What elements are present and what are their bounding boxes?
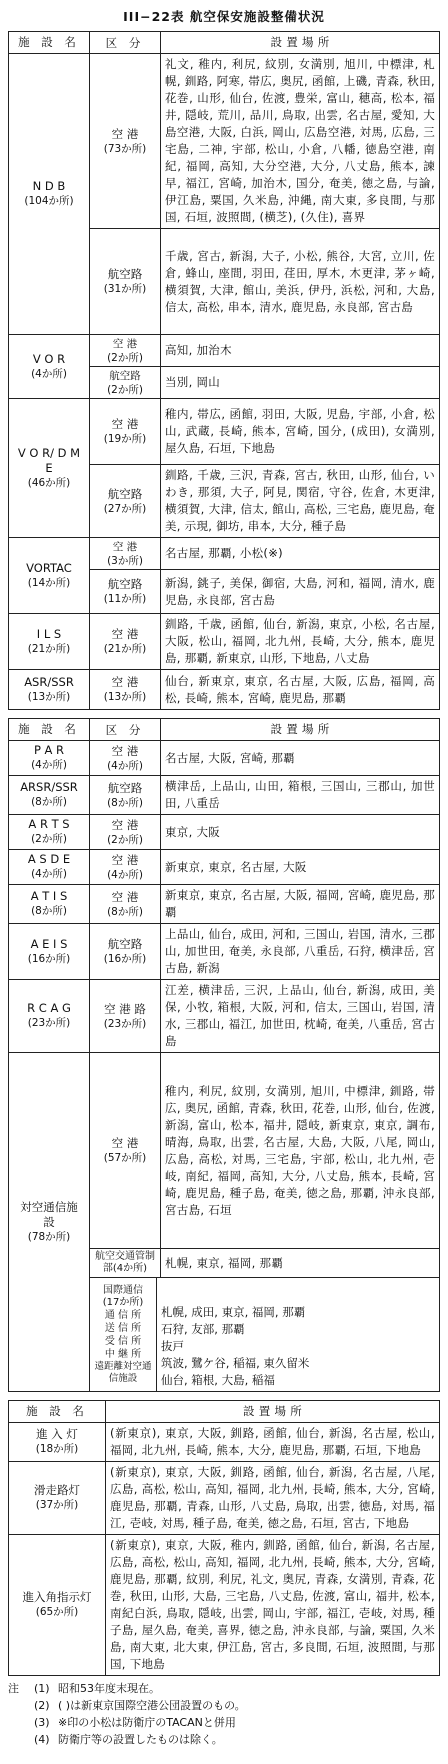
facility-count: (4か所) [31, 367, 67, 380]
table-row [9, 1053, 440, 1249]
place-cell: 上品山, 仙台, 成田, 河和, 三国山, 岩国, 清水, 三郡山, 加世田, 奄美, 永良部, 八重岳, 石狩, 横津岳, 宮古島, 新潟 [161, 924, 440, 980]
kubun-label: 空 港 [111, 627, 139, 641]
facility-name-cell [9, 850, 90, 885]
kubun-count: (23か所) [103, 1017, 147, 1030]
note-num: (1) [34, 1682, 50, 1695]
kubun-cell [90, 980, 161, 1053]
intl-comm-place-cell [157, 1278, 440, 1391]
kubun-label: 航空路 [107, 267, 143, 281]
intl-comm-cell [90, 1278, 440, 1392]
table-row [9, 741, 440, 776]
kubun-label: 航空路 [107, 937, 143, 951]
facility-name-cell [9, 1053, 90, 1392]
table-row [9, 399, 440, 465]
intl-comm-label-cell [90, 1278, 157, 1391]
facility-name: R C A G [27, 1001, 71, 1015]
facility-name-cell [9, 885, 90, 924]
header-place: 設 置 場 所 [161, 32, 440, 54]
kubun-cell [90, 815, 161, 850]
place-cell: 江差, 横津岳, 三沢, 上品山, 仙台, 新潟, 成田, 美保, 小牧, 箱根, 大阪, 河和, 信太, 三国山, 岩国, 清水, 三郡山, 福江, 加世田, 枕崎, 奄美, 八重岳, 宮古島 [161, 980, 440, 1053]
facility-count: (14か所) [27, 576, 71, 589]
facility-name-cell [9, 924, 90, 980]
facility-name: 滑走路灯 [34, 1483, 80, 1497]
facility-count: (16か所) [27, 952, 71, 965]
kubun-count: (31か所) [103, 283, 147, 295]
place-cell: 東京, 大阪 [161, 815, 440, 850]
header-kubun: 区 分 [90, 719, 161, 741]
kubun-count: (11か所) [103, 593, 147, 605]
place-cell: 抜戸 [161, 1339, 184, 1353]
facility-count: (78か所) [27, 1230, 71, 1243]
place-cell: 礼文, 稚内, 利尻, 紋別, 女満別, 旭川, 中標津, 札幌, 釧路, 阿寒, 帯広, 奥尻, 函館, 上磯, 青森, 秋田, 花巻, 山形, 仙台, 佐渡, 豊栄, 富山, 穂高, 松本, 福井, 隠岐, 荒川, 品川, 鳥取, 出雲, 名古屋, 愛知, 大島空港, 大阪, 白浜, 岡山, 広島空港, 対馬, 広島, 三宅島, 二神, 宇部, 松山, 小倉, 八幡, 徳島空港, 南紀, 福岡, 高知, 大分空港, 大分, 八丈島, 熊本, 諫早, 福江, 宮崎, 加治木, 国分, 奄美, 徳之島, 与論, 伊江島, 粟国, 久米島, 沖縄, 南大東, 多良間, 与那国, 石垣, 波照間, (横芝), (久住), 喜界 [161, 54, 440, 229]
facility-count: (18か所) [35, 1443, 79, 1455]
table-radio-navaids [8, 31, 440, 710]
intl-comm-subtable [90, 1278, 439, 1391]
table-row [9, 924, 440, 980]
facility-name-cell [9, 335, 90, 399]
header-name: 施 設 名 [9, 719, 90, 741]
intl-sub-label: 中 継 所 [104, 1348, 142, 1360]
note-lead: 注 [8, 1682, 19, 1695]
place-cell: 新潟, 銚子, 美保, 御宿, 大島, 河和, 福岡, 清水, 鹿児島, 永良部, 宮古島 [161, 570, 440, 614]
kubun-count: (2か所) [107, 352, 143, 364]
kubun-cell [90, 570, 161, 614]
note-text: ( )は新東京国際空港公団設置のもの。 [58, 1699, 246, 1712]
place-cell: 当別, 岡山 [161, 367, 440, 399]
kubun-cell [90, 885, 161, 924]
place-cell: (新東京), 東京, 大阪, 稚内, 釧路, 函館, 仙台, 新潟, 名古屋, 広島, 高松, 松山, 高知, 福岡, 北九州, 長崎, 熊本, 大分, 宮崎, 鹿児島, 那覇, 紋別, 利尻, 礼文, 奥尻, 青森, 女満別, 青森, 花巻, 秋田, 山形, 大島, 三宅島, 八丈島, 佐渡, 富山, 福井, 松本, 南紀白浜, 鳥取, 隠岐, 出雲, 岡山, 宇部, 福江, 壱岐, 対馬, 種子島, 屋久島, 奄美, 喜界, 徳之島, 沖永良部, 与論, 粟国, 久米島, 南大東, 北大東, 伊江島, 宮古, 多良間, 石垣, 波照間, 与那国, 下地島 [106, 1535, 440, 1676]
place-cell: 千歳, 宮古, 新潟, 大子, 小松, 熊谷, 大宮, 立川, 佐倉, 蜂山, 座間, 羽田, 荏田, 厚木, 木更津, 茅ヶ崎, 横須賀, 大津, 館山, 美浜, 伊丹, 浜松, 河和, 大島, 信太, 高松, 串本, 清水, 鹿児島, 永良部, 宮古島 [161, 229, 440, 335]
note-text: 防衛庁等の設置したものは除く。 [58, 1733, 223, 1746]
table-row [9, 54, 440, 229]
kubun-label: 空 港 [111, 743, 139, 758]
facility-name: A E I S [30, 936, 68, 951]
place-cell: 名古屋, 大阪, 宮崎, 那覇 [161, 741, 440, 776]
kubun-label: 空 港 [111, 889, 139, 904]
facility-name: A R T S [28, 817, 70, 831]
facility-name-cell [9, 741, 90, 776]
note-text: ※印の小松は防衛庁のTACANと併用 [58, 1716, 236, 1729]
intl-sub-label: 送 信 所 [104, 1322, 142, 1334]
header-name: 施 設 名 [9, 32, 90, 54]
kubun-count: (73か所) [103, 142, 147, 155]
kubun-cell: 航空交通管制部(4か所) [90, 1249, 161, 1278]
table-row [9, 980, 440, 1053]
kubun-count: (21か所) [103, 643, 147, 655]
facility-name: ARSR/SSR [20, 780, 78, 794]
place-cell: 高知, 加治木 [161, 335, 440, 367]
kubun-cell [90, 367, 161, 399]
place-cell: 札幌, 成田, 東京, 福岡, 那覇 [161, 1305, 306, 1319]
kubun-label: 航空路 [107, 486, 143, 501]
facility-name-cell [9, 399, 90, 538]
kubun-count: (8か所) [107, 796, 143, 809]
facility-count: (8か所) [31, 905, 67, 917]
kubun-cell [90, 614, 161, 670]
table-row [9, 1423, 440, 1462]
note-row [8, 1731, 440, 1748]
note-row [8, 1680, 440, 1697]
table-row [9, 335, 440, 367]
kubun-count: (2か所) [107, 384, 143, 396]
table-title: III−22表 航空保安施設整備状況 [123, 9, 325, 24]
facility-name: I L S [36, 626, 62, 641]
table-row [9, 1462, 440, 1535]
kubun-cell [90, 741, 161, 776]
kubun-label: 空 港 [111, 126, 139, 141]
kubun-label: 航空路 [107, 780, 143, 795]
facility-count: (13か所) [27, 690, 71, 703]
note-row [8, 1714, 440, 1731]
facility-name: 進入角指示灯 [22, 1590, 92, 1604]
kubun-count: (27か所) [103, 502, 147, 515]
kubun-label: 航空路 [107, 577, 143, 591]
facility-count: (23か所) [27, 1017, 71, 1029]
place-cell: 札幌, 東京, 福岡, 那覇 [161, 1249, 440, 1278]
table-row [9, 885, 440, 924]
place-cell: 仙台, 新東京, 東京, 名古屋, 大阪, 広島, 福岡, 高松, 長崎, 熊本, 宮崎, 鹿児島, 那覇 [161, 670, 440, 710]
place-cell: 新東京, 東京, 名古屋, 大阪 [161, 850, 440, 885]
table-row [9, 776, 440, 815]
facility-name: 対空通信施 設 [20, 1199, 78, 1229]
note-text: 昭和53年度末現在。 [58, 1682, 160, 1695]
kubun-cell [90, 850, 161, 885]
table-row [9, 815, 440, 850]
place-cell: 横津岳, 上品山, 山田, 箱根, 三国山, 三郡山, 加世田, 八重岳 [161, 776, 440, 815]
facility-count: (2か所) [31, 833, 67, 845]
facility-name-cell [9, 538, 90, 614]
table-row [9, 538, 440, 570]
kubun-count: (16か所) [103, 953, 147, 965]
kubun-label: 空 港 [111, 852, 139, 867]
kubun-count: (4か所) [107, 868, 143, 881]
place-cell: 稚内, 利尻, 紋別, 女満別, 旭川, 中標津, 釧路, 帯広, 奥尻, 函館, 青森, 秋田, 花巻, 山形, 仙台, 佐渡, 新潟, 富山, 松本, 福井, 隠岐, 新東京, 東京, 調布, 晴海, 鳥取, 出雲, 名古屋, 大島, 大阪, 八尾, 岡山, 広島, 高松, 対馬, 三宅島, 宇部, 松山, 北九州, 壱岐, 南紀, 福岡, 高知, 大分, 八丈島, 熊本, 長崎, 宮崎, 鹿児島, 種子島, 奄美, 徳之島, 那覇, 沖永良部, 宮古島, 石垣 [161, 1053, 440, 1249]
facility-name-cell [9, 670, 90, 710]
kubun-cell [90, 670, 161, 710]
table-row [9, 614, 440, 670]
kubun-count: (3か所) [107, 555, 143, 567]
kubun-cell [90, 538, 161, 570]
kubun-label: 航空路 [109, 370, 141, 382]
facility-count: (37か所) [35, 1499, 79, 1511]
note-num: (2) [34, 1699, 50, 1712]
kubun-cell [90, 924, 161, 980]
intl-comm-label: 国際通信 [103, 1284, 143, 1296]
place-cell: 筑波, 鷺ケ谷, 稲福, 東久留米 [161, 1356, 310, 1370]
facility-count: (46か所) [27, 476, 71, 489]
facility-name-cell [9, 614, 90, 670]
kubun-label: 空 港 [111, 417, 139, 431]
place-cell: (新東京), 東京, 大阪, 釧路, 函館, 仙台, 新潟, 名古屋, 松山, 福岡, 北九州, 長崎, 熊本, 大分, 鹿児島, 那覇, 石垣, 下地島 [106, 1423, 440, 1462]
header-kubun: 区 分 [90, 32, 161, 54]
facility-name: 進 入 灯 [36, 1427, 78, 1441]
table-lighting [8, 1400, 440, 1676]
kubun-cell [90, 229, 161, 335]
note-num: (3) [34, 1716, 50, 1729]
place-cell: 釧路, 千歳, 函館, 仙台, 新潟, 東京, 小松, 名古屋, 大阪, 松山, 福岡, 北九州, 長崎, 大分, 熊本, 鹿児島, 那覇, 新東京, 山形, 下地島, 八丈島 [161, 614, 440, 670]
facility-name-cell [9, 1423, 106, 1462]
facility-count: (4か所) [31, 868, 67, 880]
facility-name-cell [9, 980, 90, 1053]
kubun-count: (57か所) [103, 1152, 147, 1164]
kubun-label: 空 港 [111, 817, 139, 832]
facility-name: VORTAC [26, 560, 72, 575]
facility-name-cell [9, 815, 90, 850]
facility-name: P A R [33, 743, 65, 757]
place-cell: 新東京, 東京, 名古屋, 大阪, 福岡, 宮崎, 鹿児島, 那覇 [161, 885, 440, 924]
kubun-cell [90, 776, 161, 815]
kubun-count: (8か所) [107, 905, 143, 918]
kubun-cell [90, 399, 161, 465]
table-radar-comm [8, 718, 440, 1392]
table-row [9, 1535, 440, 1676]
facility-count: (65か所) [35, 1606, 79, 1618]
kubun-label: 空 港 [111, 1136, 139, 1150]
place-cell: 仙台, 箱根, 大島, 稲福 [161, 1373, 275, 1387]
intl-sub-label: 通 信 所 [104, 1309, 142, 1321]
notes [8, 1680, 440, 1748]
kubun-cell [90, 335, 161, 367]
kubun-count: (13か所) [103, 691, 147, 703]
facility-name: A T I S [30, 889, 68, 903]
facility-name-cell [9, 1462, 106, 1535]
place-cell: 稚内, 帯広, 函館, 羽田, 大阪, 児島, 宇部, 小倉, 松山, 武蔵, 長崎, 熊本, 宮崎, 国分, (成田), 女満別, 屋久島, 石垣, 下地島 [161, 399, 440, 465]
kubun-label: 空 港 [111, 675, 139, 689]
kubun-cell [90, 54, 161, 229]
facility-name-cell [9, 54, 90, 335]
place-cell: 石狩, 友部, 那覇 [161, 1322, 245, 1336]
kubun-count: (4か所) [107, 759, 143, 772]
table-row [9, 670, 440, 710]
place-cell: (新東京), 東京, 大阪, 釧路, 函館, 仙台, 新潟, 名古屋, 八尾, 広島, 高松, 松山, 高知, 福岡, 北九州, 長崎, 熊本, 大分, 宮崎, 鹿児島, 那覇, 青森, 山形, 八丈島, 鳥取, 出雲, 徳島, 対馬, 福江, 壱岐, 対馬, 種子島, 奄美, 徳之島, 石垣, 宮古, 下地島 [106, 1462, 440, 1535]
header-place: 設 置 場 所 [106, 1401, 440, 1423]
facility-count: (21か所) [27, 642, 71, 655]
place-cell: 釧路, 千歳, 三沢, 青森, 宮古, 秋田, 山形, 仙台, いわき, 那須, 大子, 阿見, 関宿, 守谷, 佐倉, 木更津, 横須賀, 大津, 信太, 館山, 高松, 三宅島, 鹿児島, 奄美, 示現, 御坊, 串本, 大分, 種子島 [161, 465, 440, 538]
kubun-label: 空 港 路 [104, 1001, 146, 1016]
facility-count: (4か所) [31, 759, 67, 771]
kubun-count: (2か所) [107, 833, 143, 846]
table-row [9, 850, 440, 885]
kubun-count: (19か所) [103, 433, 147, 445]
place-cell: 名古屋, 那覇, 小松(※) [161, 538, 440, 570]
facility-name: ASR/SSR [24, 674, 74, 689]
facility-name-cell [9, 776, 90, 815]
facility-name: N D B [32, 179, 66, 193]
facility-count: (104か所) [24, 195, 74, 207]
intl-sub-label: 遠距離対空通信施設 [94, 1360, 152, 1384]
facility-name: V O R/ D M E [17, 445, 81, 475]
header-name: 施 設 名 [9, 1401, 106, 1423]
facility-name-cell [9, 1535, 106, 1676]
intl-sub-label: 受 信 所 [104, 1335, 142, 1347]
header-place: 設 置 場 所 [161, 719, 440, 741]
kubun-cell [90, 1053, 161, 1249]
facility-name: A S D E [27, 852, 71, 866]
kubun-label: 空 港 [112, 541, 138, 553]
note-row [8, 1697, 440, 1714]
kubun-cell [90, 465, 161, 538]
intl-comm-count: (17か所) [102, 1296, 144, 1308]
facility-count: (8か所) [31, 796, 67, 808]
kubun-label: 空 港 [112, 338, 138, 350]
facility-name: V O R [32, 351, 66, 366]
note-num: (4) [34, 1733, 50, 1746]
